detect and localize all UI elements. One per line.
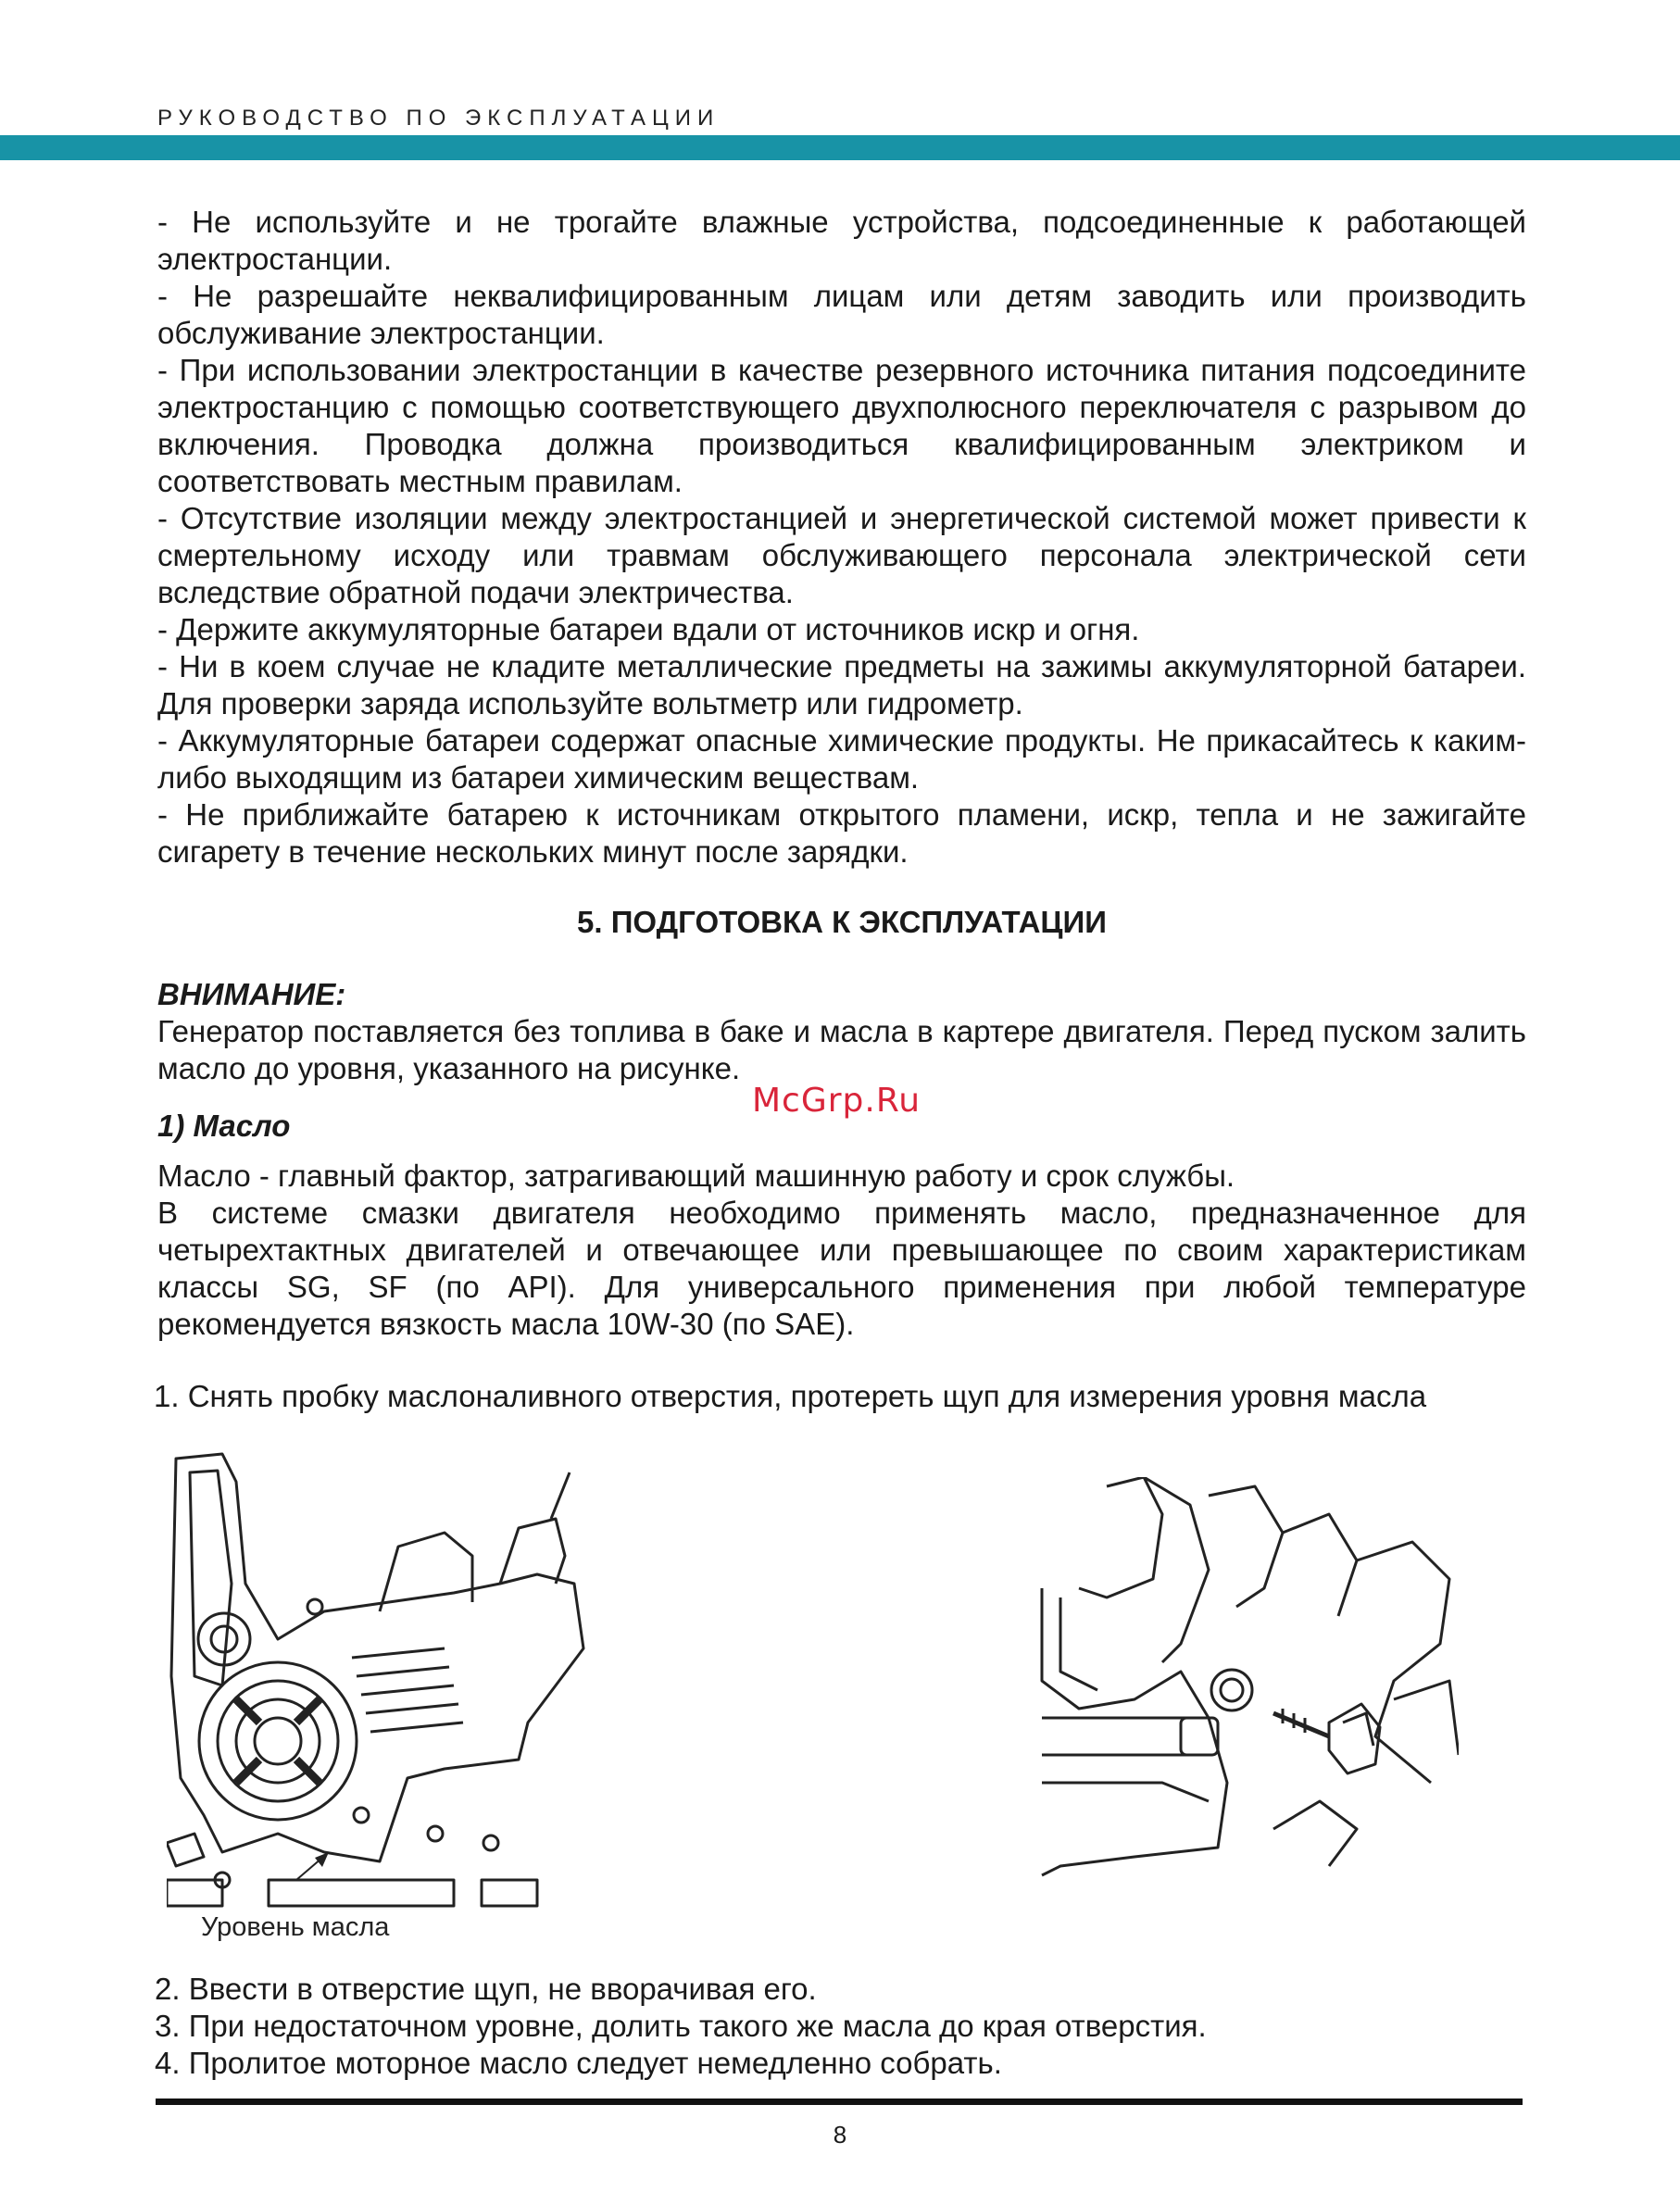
warning-5: - Держите аккумуляторные батареи вдали от источников искр и огня. bbox=[157, 612, 1140, 646]
step-3: 3. При недостаточном уровне, долить такого же масла до края отверстия. bbox=[155, 2009, 1207, 2043]
warning-8: - Не приближайте батарею к источникам открытого пламени, искр, тепла и не зажигайте сигарету в течение нескольких минут после зарядки. bbox=[157, 797, 1526, 869]
section-heading: 5. ПОДГОТОВКА К ЭКСПЛУАТАЦИИ bbox=[577, 905, 1107, 939]
oil-paragraph-2: В системе смазки двигателя необходимо применять масло, предназначенное для четырехтактных двигателей и отвечающее или превышающее по своим характеристикам классы SG, SF (по API). Для универсального применения при любой температуре рекомендуется вязкость масла 10W-30 (по SAE). bbox=[157, 1196, 1526, 1341]
running-header: РУКОВОДСТВО ПО ЭКСПЛУАТАЦИИ bbox=[157, 106, 721, 131]
step-2: 2. Ввести в отверстие щуп, не вворачивая его. bbox=[155, 1972, 817, 2006]
warning-4: - Отсутствие изоляции между электростанцией и энергетической системой может привести к смертельному исходу или травмам обслуживающего персонала электрической сети вследствие обратной подачи электричества. bbox=[157, 501, 1526, 609]
attention-text: Генератор поставляется без топлива в баке и масла в картере двигателя. Перед пуском залить масло до уровня, указанного на рисунке. bbox=[157, 1014, 1526, 1085]
footer-rule bbox=[156, 2099, 1523, 2105]
watermark: McGrp.Ru bbox=[752, 1082, 921, 1120]
step-1: 1. Снять пробку маслоналивного отверстия, протереть щуп для измерения уровня масла bbox=[154, 1379, 1427, 1413]
attention-label: ВНИМАНИЕ: bbox=[157, 977, 346, 1011]
oil-paragraph-1: Масло - главный фактор, затрагивающий машинную работу и срок службы. bbox=[157, 1159, 1235, 1193]
warning-1: - Не используйте и не трогайте влажные устройства, подсоединенные к работающей электростанции. bbox=[157, 205, 1526, 276]
warning-2: - Не разрешайте неквалифицированным лицам или детям заводить или производить обслуживание электростанции. bbox=[157, 279, 1526, 350]
oil-heading: 1) Масло bbox=[157, 1109, 291, 1143]
warning-3: - При использовании электростанции в качестве резервного источника питания подсоедините электростанцию с помощью соответствующего двухполюсного переключателя с разрывом до включения. Проводка должна производиться квалифицированным электриком и соответствовать местным правилам. bbox=[157, 353, 1526, 498]
warning-6: - Ни в коем случае не кладите металлические предметы на зажимы аккумуляторной батареи. Для проверки заряда используйте вольтметр или гидрометр. bbox=[157, 649, 1526, 720]
dipstick-illustration bbox=[1023, 1477, 1459, 1894]
page-number: 8 bbox=[833, 2121, 847, 2149]
steps-list bbox=[155, 1971, 1207, 2082]
figure-caption: Уровень масла bbox=[201, 1912, 390, 1942]
warning-7: - Аккумуляторные батареи содержат опасные химические продукты. Не прикасайтесь к каким-либо выходящим из батареи химическим веществам. bbox=[157, 723, 1526, 795]
header-band bbox=[0, 135, 1680, 160]
step-4: 4. Пролитое моторное масло следует немедленно собрать. bbox=[155, 2046, 1002, 2080]
page-content bbox=[154, 204, 1526, 1415]
engine-illustration bbox=[167, 1445, 602, 1908]
